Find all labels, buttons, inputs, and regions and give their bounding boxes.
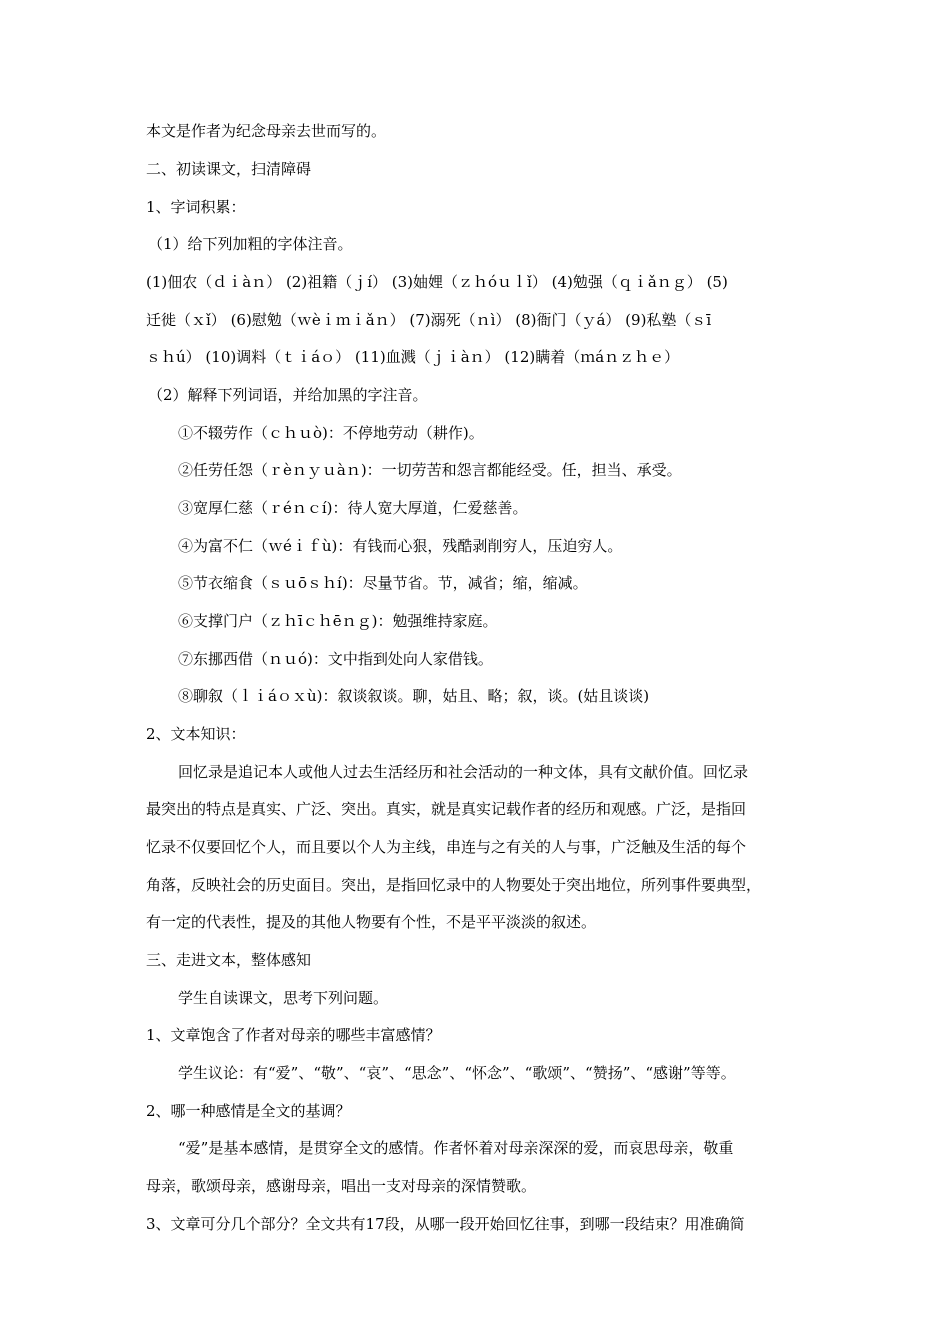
term-5: ⑤节衣缩食（ｓｕōｓｈí)：尽量节省。节，减省；缩，缩减。: [178, 574, 588, 592]
memoir-paragraph-line-1: 回忆录是追记本人或他人过去生活经历和社会活动的一种文体，具有文献价值。回忆录: [178, 763, 749, 781]
answer-1: 学生议论：有“爱”、“敬”、“哀”、“思念”、“怀念”、“歌颂”、“赞扬”、“感谢”等等。: [178, 1064, 736, 1082]
question-3: 3、文章可分几个部分？全文共有17段，从哪一段开始回忆往事，到哪一段结束？用准确简: [146, 1215, 745, 1233]
term-2: ②任劳任怨（ｒèｎｙｕàｎ)：一切劳苦和怨言都能经受。任，担当、承受。: [178, 461, 682, 479]
intro-line: 本文是作者为纪念母亲去世而写的。: [146, 122, 387, 140]
answer-2-line-2: 母亲，歌颂母亲，感谢母亲，唱出一支对母亲的深情赞歌。: [146, 1177, 537, 1195]
memoir-paragraph-line-3: 忆录不仅要回忆个人，而且要以个人为主线，串连与之有关的人与事，广泛触及生活的每个: [146, 838, 747, 856]
term-4: ④为富不仁（ｗéｉｆù)：有钱而心狠，残酷剥削穷人，压迫穷人。: [178, 537, 623, 555]
pinyin-line-2: 迁徙（ｘǐ） (6)慰勉（ｗèｉｍｉǎｎ） (7)溺死（ｎì） (8)衙门（ｙá） (9)私塾（ｓī: [146, 311, 712, 329]
term-6: ⑥支撑门户（ｚｈīｃｈēｎｇ)：勉强维持家庭。: [178, 612, 498, 630]
question-1: 1、文章饱含了作者对母亲的哪些丰富感情？: [146, 1026, 441, 1044]
section-three-heading: 三、走进文本，整体感知: [146, 951, 312, 969]
self-read-instruction: 学生自读课文，思考下列问题。: [178, 989, 389, 1007]
question-2: 2、哪一种感情是全文的基调？: [146, 1102, 351, 1120]
pinyin-line-3: ｓｈú） (10)调料（ｔｉáｏ） (11)血溅（ｊｉàｎ） (12)瞒着（ｍáｎｚｈｅ）: [146, 348, 680, 366]
term-8: ⑧聊叙（ｌｉáｏｘù)：叙谈叙谈。聊，姑且、略；叙，谈。(姑且谈谈): [178, 687, 650, 705]
memoir-paragraph-line-2: 最突出的特点是真实、广泛、突出。真实，就是真实记载作者的经历和观感。广泛，是指回: [146, 800, 747, 818]
memoir-paragraph-line-5: 有一定的代表性，提及的其他人物要有个性，不是平平淡淡的叙述。: [146, 913, 597, 931]
text-knowledge-heading: 2、文本知识：: [146, 725, 246, 743]
term-7: ⑦东挪西借（ｎｕó)：文中指到处向人家借钱。: [178, 650, 493, 668]
section-two-heading: 二、初读课文，扫清障碍: [146, 160, 312, 178]
vocab-heading: 1、字词积累：: [146, 198, 246, 216]
answer-2-line-1: “爱”是基本感情，是贯穿全文的感情。作者怀着对母亲深深的爱，而哀思母亲，敬重: [178, 1139, 734, 1157]
term-1: ①不辍劳作（ｃｈｕò)：不停地劳动（耕作)。: [178, 424, 484, 442]
pinyin-line-1: (1)佃农（ｄｉàｎ） (2)祖籍（ｊí） (3)妯娌（ｚｈóｕｌǐ） (4)勉强（ｑｉǎｎｇ） (5): [146, 273, 728, 291]
define-task-heading: （2）解释下列词语，并给加黑的字注音。: [148, 386, 428, 404]
memoir-paragraph-line-4: 角落，反映社会的历史面目。突出，是指回忆录中的人物要处于突出地位，所列事件要典型，: [146, 876, 762, 894]
pinyin-task-heading: （1）给下列加粗的字体注音。: [148, 235, 353, 253]
term-3: ③宽厚仁慈（ｒéｎｃí)：待人宽大厚道，仁爱慈善。: [178, 499, 528, 517]
